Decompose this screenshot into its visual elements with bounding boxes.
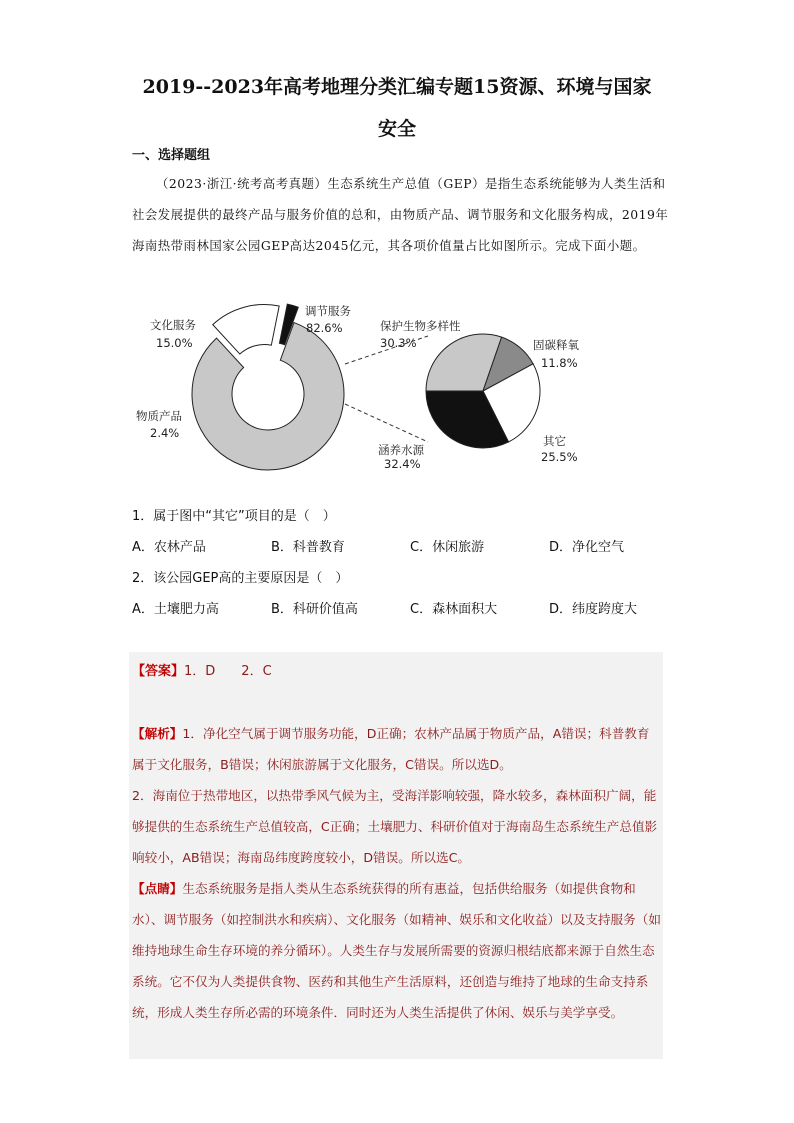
- page-title: [120, 66, 674, 150]
- answer-line: [132, 660, 272, 679]
- question-1-stem: 1．属于图中“其它”项目的是（ ）: [132, 509, 336, 524]
- analysis-paragraph-1: [132, 718, 662, 780]
- label-material-value: 2.4%: [150, 426, 180, 440]
- q2-option-d[interactable]: D．纬度跨度大: [549, 602, 638, 617]
- label-other-value: 25.5%: [541, 450, 578, 464]
- question-intro: （2023·浙江·统考高考真题）生态系统生产总值（GEP）是指生态系统能够为人类生活和社会发展提供的最终产品与服务价值的总和，由物质产品、调节服务和文化服务构成，2019年海南热带雨林国家公园GEP高达2045亿元，其各项价值量占比如图所示。完成下面小题。: [132, 176, 669, 253]
- label-other-name: 其它: [543, 434, 566, 448]
- label-water-value: 32.4%: [384, 457, 421, 471]
- analysis-text-1: 1．净化空气属于调节服务功能，D正确；农林产品属于物质产品，A错误；科普教育属于文化服务，B错误；休闲旅游属于文化服务，C错误。所以选D。: [132, 726, 650, 772]
- tip-paragraph: [132, 873, 662, 1028]
- q2-option-a[interactable]: A．土壤肥力高: [132, 602, 219, 617]
- label-water-name: 涵养水源: [378, 443, 424, 457]
- answer-text: 1．D 2．C: [184, 664, 272, 679]
- regulation-pie-chart: [426, 334, 540, 448]
- connector-bottom: [345, 404, 428, 442]
- q1-option-d[interactable]: D．净化空气: [549, 540, 625, 555]
- title-line-1: 2019--2023年高考地理分类汇编专题15资源、环境与国家: [142, 76, 652, 98]
- q1-option-a[interactable]: A．农林产品: [132, 540, 206, 555]
- q2-option-c[interactable]: C．森林面积大: [410, 602, 498, 617]
- label-culture-name: 文化服务: [150, 318, 196, 332]
- label-biodiversity-name: 保护生物多样性: [380, 319, 461, 333]
- label-biodiversity-value: 30.3%: [380, 336, 417, 350]
- analysis-tag: 【解析】: [132, 726, 183, 741]
- q1-option-b[interactable]: B．科普教育: [271, 540, 345, 555]
- gep-chart: [128, 296, 668, 496]
- tip-text: 生态系统服务是指人类从生态系统获得的所有惠益，包括供给服务（如提供食物和水）、调节服务（如控制洪水和疾病）、文化服务（如精神、娱乐和文化收益）以及支持服务（如维持地球生命生存环境的养分循环）。人类生存与发展所需要的资源归根结底都来源于自然生态系统。它不仅为人类提供食物、医药和其他生产生活原料，还创造与维持了地球的生命支持系统，形成人类生存所必需的环境条件．同时还为人类生活提供了休闲、娱乐与美学享受。: [132, 881, 661, 1020]
- label-carbon-name: 固碳释氧: [533, 338, 579, 352]
- tip-tag: 【点睛】: [132, 881, 183, 896]
- q1-option-c[interactable]: C．休闲旅游: [410, 540, 485, 555]
- label-culture-value: 15.0%: [156, 336, 193, 350]
- analysis-section: [132, 718, 662, 1028]
- answer-tag: 【答案】: [132, 664, 185, 679]
- analysis-paragraph-2: 2．海南位于热带地区，以热带季风气候为主，受海洋影响较强，降水较多，森林面积广阔，能够提供的生态系统生产总值较高，C正确；土壤肥力、科研价值对于海南岛生态系统生产总值影响较小，AB错误；海南岛纬度跨度较小，D错误。所以选C。: [132, 788, 658, 865]
- label-carbon-value: 11.8%: [541, 356, 578, 370]
- title-line-2: 安全: [377, 118, 416, 140]
- section-heading: 一、选择题组: [132, 148, 211, 163]
- question-2-stem: 2．该公园GEP高的主要原因是（ ）: [132, 571, 349, 586]
- label-regulation-value: 82.6%: [306, 321, 343, 335]
- label-material-name: 物质产品: [136, 409, 182, 423]
- q2-option-b[interactable]: B．科研价值高: [271, 602, 358, 617]
- label-regulation-name: 调节服务: [305, 304, 351, 318]
